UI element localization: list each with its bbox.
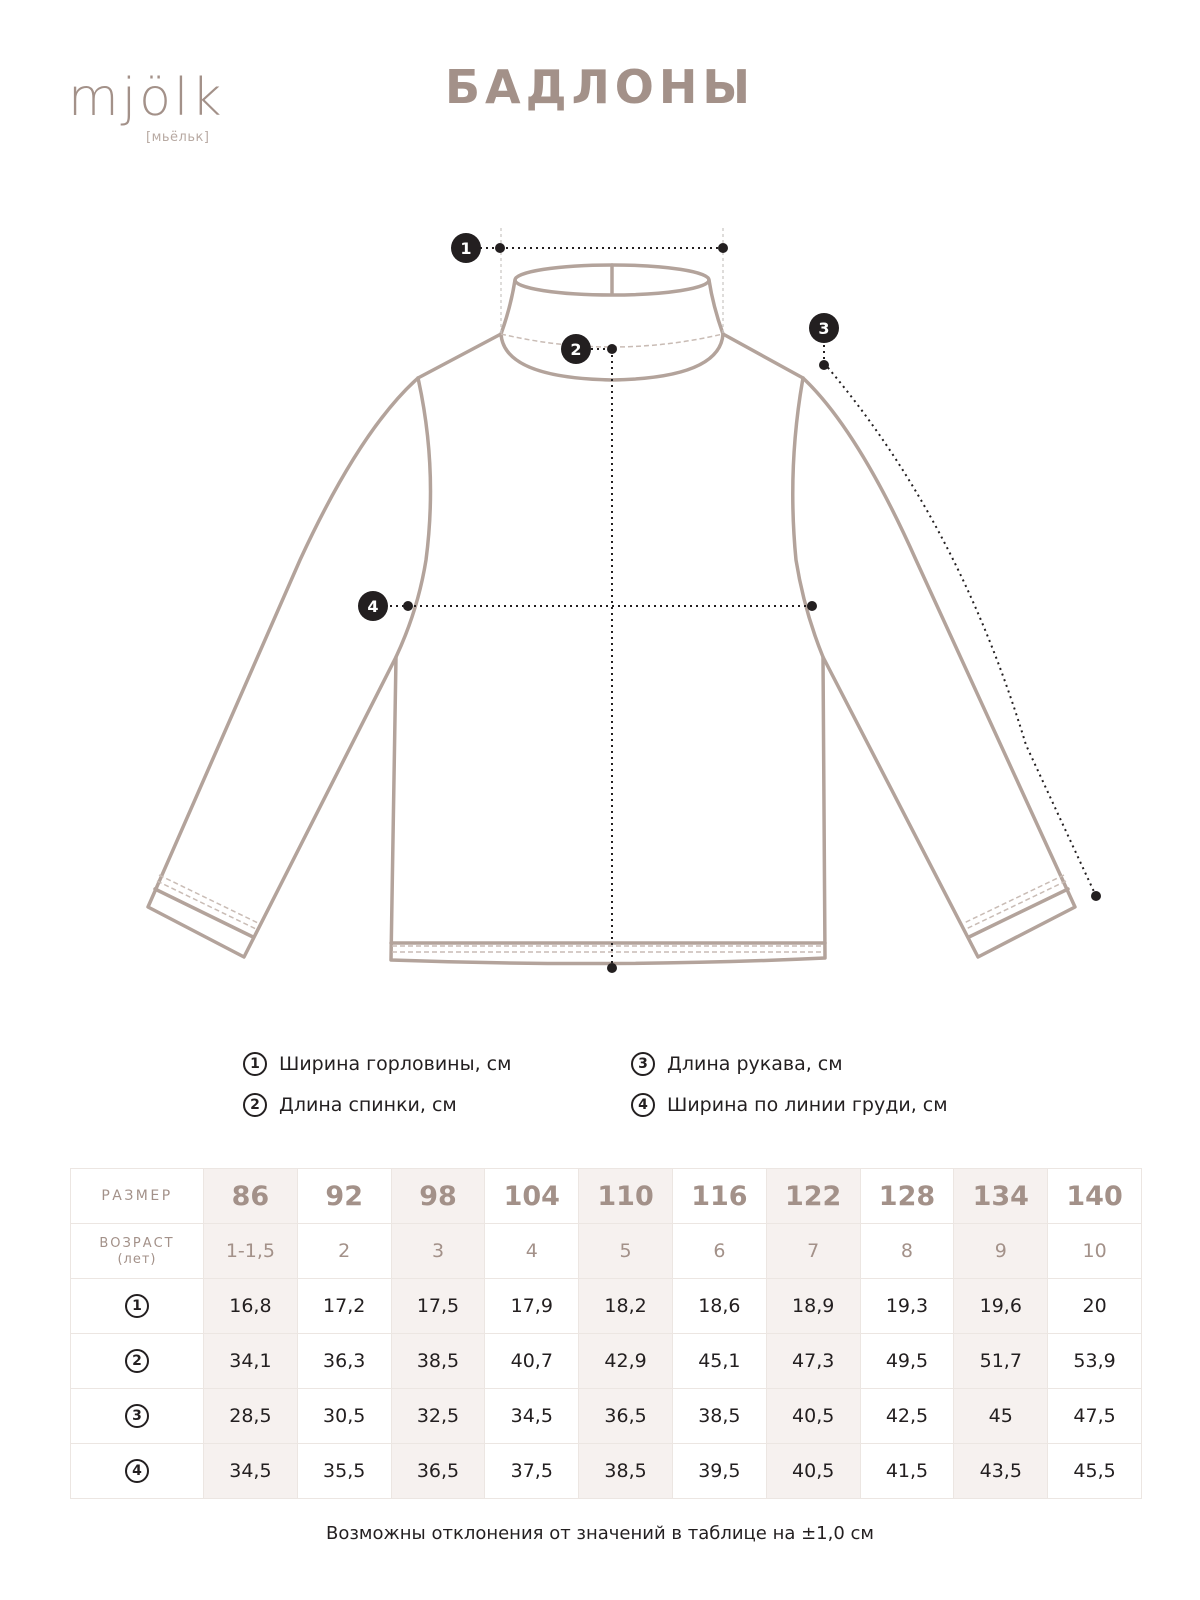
age-cell — [297, 1224, 391, 1279]
measurement-cell-text: 40,5 — [792, 1405, 835, 1427]
size-cell-text: 104 — [503, 1180, 560, 1212]
measurement-cell — [391, 1444, 485, 1499]
measurement-number-badge: 2 — [125, 1349, 149, 1373]
marker-3-label: 3 — [818, 319, 830, 338]
measurement-cell — [860, 1334, 954, 1389]
tolerance-footnote: Возможны отклонения от значений в таблице на ±1,0 см — [326, 1523, 874, 1544]
size-cell-text: 128 — [878, 1180, 936, 1212]
age-cell — [1048, 1224, 1142, 1279]
size-cell-text: 140 — [1066, 1180, 1123, 1212]
age-cell — [204, 1224, 298, 1279]
size-cell — [297, 1169, 391, 1224]
measurement-cell-text: 34,5 — [229, 1460, 272, 1482]
size-cell-text: 110 — [597, 1180, 654, 1212]
measurement-cell-text: 19,6 — [979, 1295, 1022, 1317]
measurement-cell-text: 17,5 — [416, 1295, 460, 1317]
size-cell — [579, 1169, 673, 1224]
marker-1 — [451, 233, 481, 263]
age-row — [71, 1224, 1142, 1279]
marker-3 — [809, 313, 839, 343]
size-cell-text: 134 — [972, 1180, 1029, 1212]
age-cell — [860, 1224, 954, 1279]
measurement-cell-text: 45 — [988, 1405, 1013, 1427]
size-row-label-text: РАЗМЕР — [101, 1188, 173, 1204]
measurement-cell — [391, 1334, 485, 1389]
measurement-cell-text: 34,5 — [510, 1405, 553, 1427]
measurement-cell-text: 17,9 — [510, 1295, 553, 1317]
age-label-wrap — [71, 1236, 203, 1268]
measurement-cell — [204, 1334, 298, 1389]
legend-number-1: 1 — [243, 1052, 267, 1076]
size-cell-text: 98 — [419, 1180, 457, 1212]
measurement-cell — [204, 1389, 298, 1444]
size-row — [71, 1169, 1142, 1224]
size-cell — [485, 1169, 579, 1224]
age-sublabel-text: (лет) — [117, 1252, 157, 1267]
measurement-cell-text: 19,3 — [885, 1295, 929, 1317]
measurement-cell — [297, 1279, 391, 1334]
size-cell — [954, 1169, 1048, 1224]
measurement-cell-text: 36,5 — [416, 1460, 460, 1482]
age-cell-text: 3 — [431, 1240, 445, 1262]
marker-4 — [358, 591, 388, 621]
measurement-row-1 — [71, 1279, 1142, 1334]
left-sleeve-outline — [148, 334, 501, 957]
age-cell-text: 10 — [1082, 1240, 1107, 1262]
right-sleeve-outline — [723, 334, 1075, 957]
size-chart-table — [70, 1168, 1142, 1499]
age-label-text: ВОЗРАСТ — [99, 1236, 175, 1251]
size-cell — [1048, 1169, 1142, 1224]
size-cell-text: 86 — [231, 1180, 270, 1212]
marker-2-label: 2 — [570, 340, 582, 359]
measurement-cell-text: 17,2 — [323, 1295, 366, 1317]
measurement-cell-text: 42,9 — [604, 1350, 647, 1372]
measurement-cell-text: 38,5 — [416, 1350, 460, 1372]
measurement-row-label — [71, 1389, 204, 1444]
measurement-cell-text: 40,5 — [792, 1460, 835, 1482]
age-cell — [485, 1224, 579, 1279]
age-cell-text: 9 — [994, 1240, 1007, 1262]
measurement-cell — [297, 1389, 391, 1444]
measurement-cell-text: 47,3 — [792, 1350, 835, 1372]
measurement-row-label — [71, 1279, 204, 1334]
measurement-cell — [1048, 1389, 1142, 1444]
age-cell — [672, 1224, 766, 1279]
measurement-cell — [954, 1444, 1048, 1499]
measurement-cell-text: 18,6 — [698, 1295, 741, 1317]
age-cell-text: 4 — [525, 1240, 538, 1262]
age-cell — [954, 1224, 1048, 1279]
age-cell-text: 7 — [807, 1240, 820, 1262]
measurement-cell — [766, 1334, 860, 1389]
sleeve-length-line — [824, 363, 1096, 896]
measurement-cell — [1048, 1444, 1142, 1499]
legend-item-sleeve-length — [631, 1052, 843, 1076]
measurement-cell — [860, 1279, 954, 1334]
measurement-cell — [766, 1279, 860, 1334]
measurement-cell — [391, 1279, 485, 1334]
measurement-cell-text: 42,5 — [885, 1405, 929, 1427]
measurement-cell-text: 18,2 — [604, 1295, 647, 1317]
measurement-cell — [672, 1444, 766, 1499]
age-cell — [579, 1224, 673, 1279]
measurement-cell-text: 51,7 — [979, 1350, 1022, 1372]
legend-label-3: Длина рукава, см — [667, 1053, 843, 1075]
size-row-label — [71, 1169, 204, 1224]
measurement-cell-text: 20 — [1082, 1295, 1107, 1317]
age-cell-text: 1-1,5 — [225, 1240, 275, 1262]
legend-item-neck-width — [243, 1052, 511, 1076]
measurement-cell-text: 45,5 — [1073, 1460, 1116, 1482]
measurement-cell — [860, 1389, 954, 1444]
logo-transliteration: [мьёльк] — [146, 130, 210, 145]
size-cell-text: 92 — [325, 1180, 363, 1212]
size-cell — [391, 1169, 485, 1224]
legend-item-chest-width — [631, 1093, 948, 1117]
legend-label-1: Ширина горловины, см — [279, 1053, 512, 1075]
measurement-cell — [579, 1279, 673, 1334]
marker-2 — [561, 334, 591, 364]
measurement-number-badge: 4 — [125, 1459, 149, 1483]
measurement-cell — [1048, 1279, 1142, 1334]
measurement-cell — [297, 1444, 391, 1499]
legend-label-2: Длина спинки, см — [279, 1094, 457, 1116]
measurement-row-label — [71, 1334, 204, 1389]
measure-lines — [384, 248, 1096, 968]
size-cell-text: 122 — [784, 1180, 842, 1212]
age-cell — [391, 1224, 485, 1279]
measurement-cell-text: 38,5 — [604, 1460, 647, 1482]
legend-number-4: 4 — [631, 1093, 655, 1117]
measurement-cell-text: 47,5 — [1073, 1405, 1116, 1427]
marker-1-label: 1 — [460, 239, 472, 258]
measurement-cell-text: 36,3 — [323, 1350, 366, 1372]
logo-wordmark: mjölk — [68, 68, 225, 128]
measurement-cell-text: 28,5 — [229, 1405, 272, 1427]
size-cell — [672, 1169, 766, 1224]
age-cell-text: 8 — [900, 1240, 914, 1262]
right-cuff-stitch-1 — [966, 881, 1066, 929]
measurement-cell-text: 18,9 — [792, 1295, 835, 1317]
legend-label-4: Ширина по линии груди, см — [667, 1094, 948, 1116]
age-cell — [766, 1224, 860, 1279]
measurement-cell-text: 43,5 — [979, 1460, 1022, 1482]
measurement-cell — [579, 1444, 673, 1499]
measurement-row-label — [71, 1444, 204, 1499]
legend-item-back-length — [243, 1093, 457, 1117]
measurement-cell — [391, 1389, 485, 1444]
measurement-number-badge: 3 — [125, 1404, 149, 1428]
measurement-cell-text: 41,5 — [885, 1460, 929, 1482]
measurement-cell-text: 35,5 — [323, 1460, 366, 1482]
measurement-cell-text: 37,5 — [510, 1460, 553, 1482]
measurement-cell — [485, 1334, 579, 1389]
measurement-cell-text: 16,8 — [229, 1295, 272, 1317]
measurement-cell-text: 40,7 — [510, 1350, 553, 1372]
measurement-cell — [204, 1279, 298, 1334]
measurement-cell — [485, 1444, 579, 1499]
body-outline — [391, 378, 825, 964]
measurement-cell — [485, 1389, 579, 1444]
measurement-cell-text: 39,5 — [698, 1460, 741, 1482]
measurement-cell — [766, 1389, 860, 1444]
left-cuff-stitch-1 — [157, 881, 256, 929]
measurement-cell — [672, 1389, 766, 1444]
measurement-cell — [485, 1279, 579, 1334]
measurement-cell-text: 30,5 — [323, 1405, 366, 1427]
measurement-cell — [579, 1389, 673, 1444]
age-row-label — [71, 1224, 204, 1279]
measurement-cell-text: 49,5 — [885, 1350, 929, 1372]
measurement-cell-text: 38,5 — [698, 1405, 741, 1427]
measurement-row-3 — [71, 1389, 1142, 1444]
measurement-row-4 — [71, 1444, 1142, 1499]
marker-4-label: 4 — [367, 597, 379, 616]
size-cell — [204, 1169, 298, 1224]
size-cell — [860, 1169, 954, 1224]
age-cell-text: 2 — [338, 1240, 351, 1262]
age-cell-text: 5 — [619, 1240, 632, 1262]
measurement-cell — [204, 1444, 298, 1499]
size-cell — [766, 1169, 860, 1224]
measurement-cell-text: 45,1 — [698, 1350, 741, 1372]
measurement-cell-text: 34,1 — [229, 1350, 272, 1372]
measurement-cell — [860, 1444, 954, 1499]
measurement-cell — [297, 1334, 391, 1389]
measurement-cell — [672, 1334, 766, 1389]
measurement-cell — [954, 1279, 1048, 1334]
page-title: БАДЛОНЫ — [444, 60, 756, 114]
measurement-cell — [1048, 1334, 1142, 1389]
measurement-cell-text: 53,9 — [1073, 1350, 1116, 1372]
measurement-cell-text: 32,5 — [416, 1405, 460, 1427]
legend-number-3: 3 — [631, 1052, 655, 1076]
measurement-row-2 — [71, 1334, 1142, 1389]
measurement-cell — [672, 1279, 766, 1334]
measurement-number-badge: 1 — [125, 1294, 149, 1318]
legend-number-2: 2 — [243, 1093, 267, 1117]
measurement-cell-text: 36,5 — [604, 1405, 647, 1427]
measurement-cell — [766, 1444, 860, 1499]
measurement-cell — [954, 1389, 1048, 1444]
measurement-cell — [579, 1334, 673, 1389]
age-cell-text: 6 — [713, 1240, 726, 1262]
measurement-cell — [954, 1334, 1048, 1389]
size-cell-text: 116 — [691, 1180, 748, 1212]
